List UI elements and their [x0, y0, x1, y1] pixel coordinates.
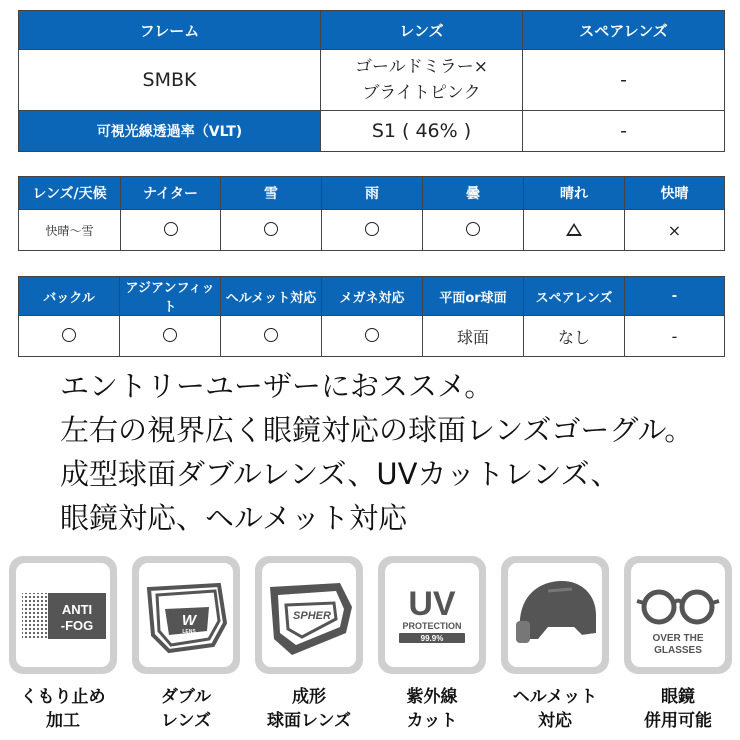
helmet-caption: ヘルメット 対応	[512, 687, 598, 731]
circle-mark-icon	[365, 328, 379, 342]
product-description	[60, 364, 730, 540]
feature-double-lens	[132, 556, 240, 733]
svg-text:99.9%: 99.9%	[420, 634, 444, 643]
lens-value	[321, 50, 523, 111]
feature-helmet	[501, 556, 609, 733]
anti-fog-caption: くもり止め 加工	[20, 687, 106, 731]
weather-table	[18, 176, 725, 251]
lens-line-2: ブライトピンク	[362, 83, 481, 103]
circle-mark-icon	[62, 328, 76, 342]
header-lens-weather: レンズ/天候	[19, 177, 121, 210]
header-cloudy: 曇	[423, 177, 524, 210]
rating-sunny	[524, 210, 625, 251]
header-night: ナイター	[121, 177, 221, 210]
glasses-caption: 眼鏡 併用可能	[644, 687, 712, 731]
value-helmet	[221, 316, 322, 357]
value-spare-lens: なし	[524, 316, 625, 357]
rating-clear: ×	[625, 210, 725, 251]
description-line-1: エントリーユーザーにおススメ。	[60, 369, 494, 403]
lens-line-1: ゴールドミラー×	[355, 57, 488, 77]
spherical-lens-caption: 成形 球面レンズ	[266, 687, 352, 731]
vlt-spare-value: -	[523, 111, 725, 152]
spare-value: -	[523, 50, 725, 111]
triangle-mark-icon	[566, 223, 582, 236]
value-lens-shape: 球面	[423, 316, 524, 357]
header-flat-or-spherical: 平面or球面	[423, 277, 524, 316]
svg-text:ANTI: ANTI	[61, 602, 93, 617]
header-snow: 雪	[221, 177, 322, 210]
circle-mark-icon	[163, 328, 177, 342]
glasses-icon	[631, 563, 725, 667]
feature-table	[18, 276, 725, 357]
frame-value: SMBK	[19, 50, 321, 111]
rating-cloudy	[423, 210, 524, 251]
feature-uv-protection	[378, 556, 486, 733]
uv-protection-icon	[385, 563, 479, 667]
helmet-icon	[508, 563, 602, 667]
svg-text:SPHER: SPHER	[293, 610, 331, 622]
header-asian-fit: アジアンフィット	[120, 277, 221, 316]
vlt-label: 可視光線透過率（VLT)	[19, 111, 321, 152]
double-lens-caption: ダブル レンズ	[160, 687, 212, 731]
uv-protection-caption: 紫外線 カット	[406, 687, 458, 731]
feature-icons	[9, 556, 733, 738]
header-glasses: メガネ対応	[322, 277, 423, 316]
svg-text:PROTECTION: PROTECTION	[402, 621, 462, 631]
value-asian-fit	[120, 316, 221, 357]
value-glasses	[322, 316, 423, 357]
value-buckle	[19, 316, 120, 357]
svg-text:LENS: LENS	[182, 629, 196, 635]
circle-mark-icon	[264, 328, 278, 342]
header-sunny: 晴れ	[524, 177, 625, 210]
vlt-value: S1 ( 46% )	[321, 111, 523, 152]
header-buckle: バックル	[19, 277, 120, 316]
rating-rain	[322, 210, 423, 251]
header-helmet: ヘルメット対応	[221, 277, 322, 316]
double-lens-icon	[139, 563, 233, 667]
svg-text:W: W	[181, 612, 197, 629]
circle-mark-icon	[466, 222, 480, 236]
value-blank: -	[625, 316, 725, 357]
header-spare-lens: スペアレンズ	[524, 277, 625, 316]
header-blank: -	[625, 277, 725, 316]
svg-text:OVER THE: OVER THE	[652, 633, 704, 644]
header-clear: 快晴	[625, 177, 725, 210]
svg-text:GLASSES: GLASSES	[654, 645, 702, 656]
product-spec-table	[18, 10, 725, 152]
header-lens: レンズ	[321, 11, 523, 50]
anti-fog-icon	[16, 563, 110, 667]
svg-text:-FOG: -FOG	[60, 618, 94, 633]
description-line-3: 成型球面ダブルレンズ、UVカットレンズ、	[60, 457, 620, 491]
svg-text:UV: UV	[408, 585, 456, 623]
weather-row-label: 快晴～雪	[19, 210, 121, 251]
description-line-4: 眼鏡対応、ヘルメット対応	[60, 501, 408, 535]
feature-spherical-lens	[255, 556, 363, 733]
feature-glasses	[624, 556, 732, 733]
header-spare-lens: スペアレンズ	[523, 11, 725, 50]
spherical-lens-icon	[262, 563, 356, 667]
header-rain: 雨	[322, 177, 423, 210]
feature-anti-fog	[9, 556, 117, 733]
circle-mark-icon	[164, 222, 178, 236]
description-line-2: 左右の視界広く眼鏡対応の球面レンズゴーグル。	[60, 413, 694, 447]
header-frame: フレーム	[19, 11, 321, 50]
circle-mark-icon	[264, 222, 278, 236]
rating-snow	[221, 210, 322, 251]
rating-night	[121, 210, 221, 251]
circle-mark-icon	[365, 222, 379, 236]
